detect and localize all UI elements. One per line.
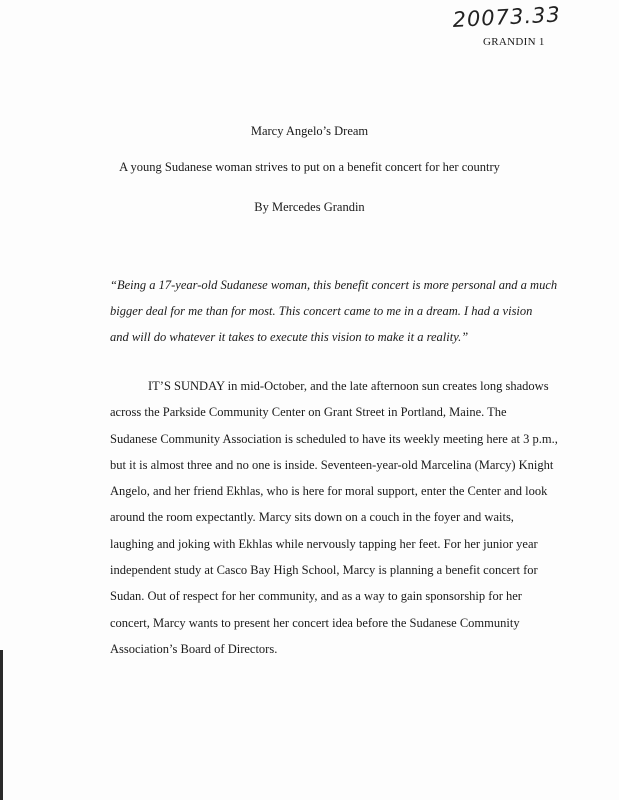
body-line: Association’s Board of Directors. bbox=[110, 641, 278, 656]
body-line: Sudan. Out of respect for her community, and as a way to gain sponsorship for her bbox=[110, 589, 522, 604]
epigraph-line: “Being a 17-year-old Sudanese woman, this benefit concert is more personal and a much bbox=[110, 278, 558, 292]
running-header: GRANDIN 1 bbox=[483, 36, 545, 48]
document-title: Marcy Angelo’s Dream bbox=[250, 124, 369, 138]
handwritten-accession-number: 20073.33 bbox=[452, 2, 562, 32]
body-line: IT’S SUNDAY in mid-October, and the late afternoon sun creates long shadows bbox=[148, 379, 549, 393]
epigraph-line: and will do whatever it takes to execute this vision to make it a reality.” bbox=[110, 330, 469, 344]
byline: By Mercedes Grandin bbox=[254, 200, 365, 214]
body-line: concert, Marcy wants to present her concert idea before the Sudanese Community bbox=[110, 615, 520, 630]
body-line: across the Parkside Community Center on Grant Street in Portland, Maine. The bbox=[110, 405, 507, 420]
body-line: but it is almost three and no one is inside. Seventeen-year-old Marcelina (Marcy) Knight bbox=[110, 457, 554, 472]
epigraph-line: bigger deal for me than for most. This concert came to me in a dream. I had a vision bbox=[110, 304, 533, 318]
body-line: Sudanese Community Association is scheduled to have its weekly meeting here at 3 p.m., bbox=[110, 431, 558, 446]
scan-edge-shadow bbox=[0, 650, 3, 800]
body-line: around the room expectantly. Marcy sits down on a couch in the foyer and waits, bbox=[110, 510, 514, 525]
body-line: Angelo, and her friend Ekhlas, who is here for moral support, enter the Center and look bbox=[110, 484, 548, 499]
epigraph-quote bbox=[110, 272, 570, 350]
body-line: laughing and joking with Ekhlas while nervously tapping her feet. For her junior year bbox=[110, 536, 538, 551]
document-subtitle: A young Sudanese woman strives to put on a benefit concert for her country bbox=[119, 160, 500, 174]
body-paragraph bbox=[110, 373, 580, 662]
body-line: independent study at Casco Bay High School, Marcy is planning a benefit concert for bbox=[110, 563, 538, 578]
